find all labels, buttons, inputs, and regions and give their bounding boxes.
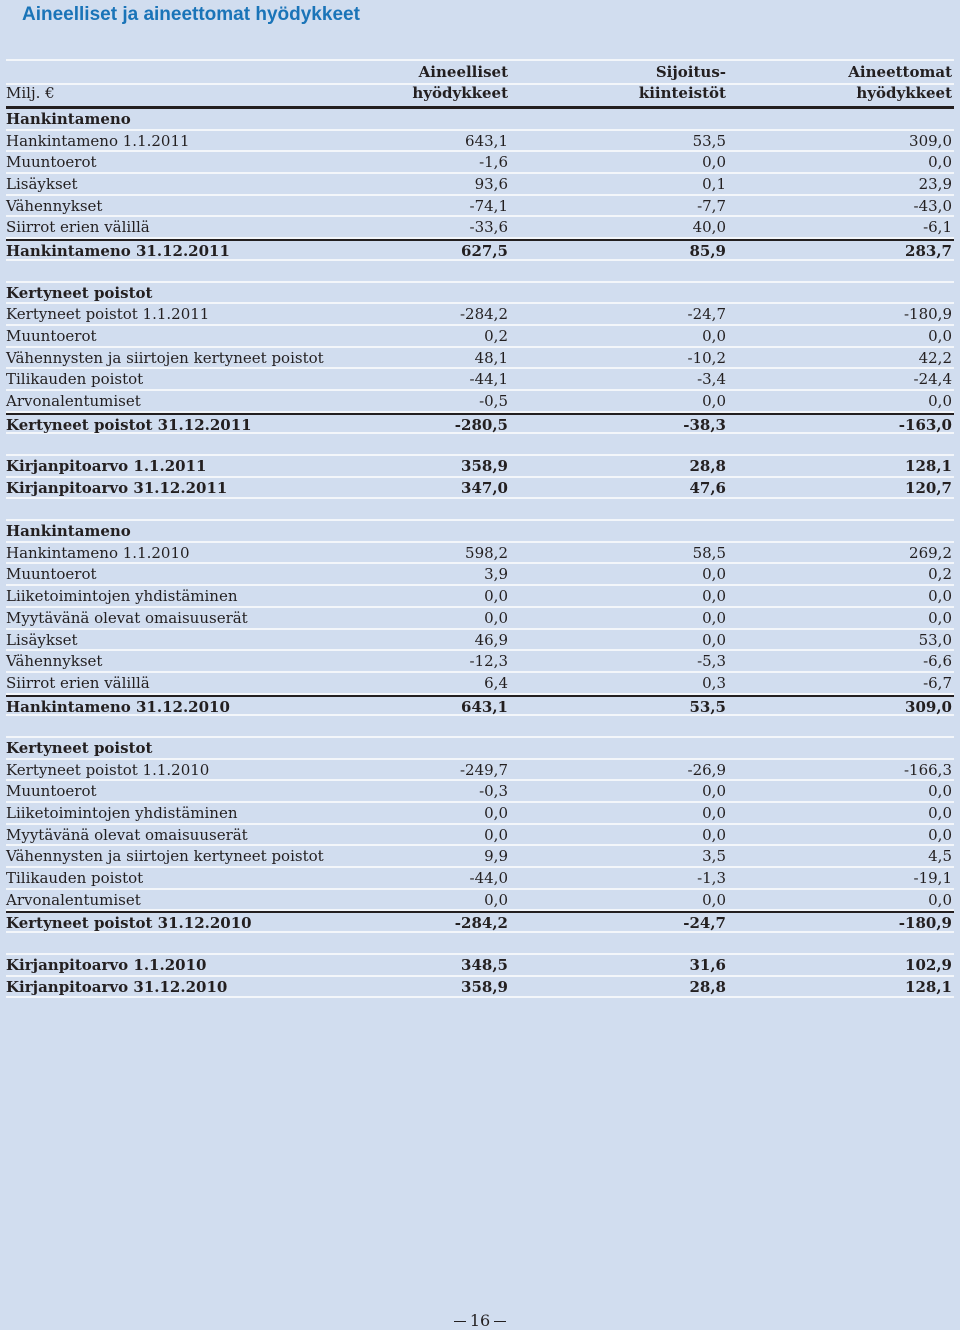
row-label: Siirrot erien välillä [6,673,150,692]
investment-property-value: -10,2 [687,348,726,367]
tangible-value: -249,7 [459,760,508,779]
table-row [6,868,954,890]
row-label: Vähennysten ja siirtojen kertyneet poistot [6,847,324,866]
investment-property-value: -26,9 [687,760,726,779]
row-label: Hankintameno 31.12.2010 [6,697,230,716]
intangible-value: 0,0 [928,608,952,627]
intangible-value: 128,1 [905,977,952,996]
table-row [6,760,954,782]
investment-property-value: 28,8 [689,457,726,475]
row-label: Lisäykset [6,175,78,194]
row-label: Liiketoimintojen yhdistäminen [6,587,238,606]
row-label: Hankintameno [6,522,131,541]
table-row [6,781,954,803]
tangible-value: 643,1 [461,697,508,716]
intangible-value: 0,0 [928,153,952,172]
table-row [6,348,954,370]
row-label: Hankintameno [6,110,131,128]
row-label: Kertyneet poistot 1.1.2011 [6,305,210,324]
spacer-row [6,434,954,456]
row-label: Muuntoerot [6,326,97,345]
intangible-value: 42,2 [918,348,952,367]
investment-property-value: 0,0 [702,825,726,844]
intangible-value: -163,0 [898,415,952,434]
row-label: Hankintameno 31.12.2011 [6,242,230,261]
table-row [6,369,954,391]
investment-property-value: 0,0 [702,608,726,627]
intangible-value: -180,9 [903,305,952,324]
intangible-value: 269,2 [909,543,952,562]
page-title: Aineelliset ja aineettomat hyödykkeet [22,4,360,25]
asset-table [6,59,954,998]
investment-property-value: -7,7 [697,196,726,215]
investment-property-value: 47,6 [689,478,726,497]
table-header [6,59,954,109]
intangible-value: 0,2 [928,565,952,584]
investment-property-value: 85,9 [689,242,726,261]
investment-property-value: -5,3 [697,652,726,671]
section-heading [6,521,954,543]
tangible-value: -284,2 [459,305,508,324]
row-label: Liiketoimintojen yhdistäminen [6,804,238,822]
row-label: Myytävänä olevat omaisuuserät [6,825,248,844]
intangible-value: 283,7 [905,242,952,261]
section-heading [6,738,954,760]
investment-property-value: 0,3 [702,673,726,692]
investment-property-value: -24,7 [683,914,726,933]
investment-property-value: -24,7 [687,305,726,324]
table-row [6,217,954,239]
intangible-value: 53,0 [918,630,952,649]
intangible-value: -6,6 [923,652,952,671]
intangible-value: 23,9 [918,175,952,194]
table-row [6,326,954,348]
investment-property-value: -38,3 [683,415,726,434]
intangible-value: 0,0 [928,782,952,801]
investment-property-value: -1,3 [697,869,726,888]
table-row [6,890,954,912]
tangible-value: 643,1 [465,131,508,150]
table-row [6,608,954,630]
row-label: Myytävänä olevat omaisuuserät [6,608,248,627]
intangible-value: -6,1 [923,218,952,237]
investment-property-value: 0,0 [702,630,726,649]
investment-property-value: 0,0 [702,153,726,172]
row-label: Kertyneet poistot 1.1.2010 [6,760,210,779]
intangible-value: 128,1 [905,457,952,475]
table-row [6,391,954,413]
investment-property-value: -3,4 [697,370,726,389]
row-label: Muuntoerot [6,782,97,801]
investment-property-value: 0,0 [702,565,726,584]
investment-property-value: 31,6 [689,955,726,974]
tangible-value: 358,9 [461,457,508,475]
intangible-value: -180,9 [898,914,952,933]
book-value-row [6,456,954,478]
col-header-investment-line2: kiinteistöt [638,84,726,102]
table-row [6,131,954,153]
tangible-value: 348,5 [461,955,508,974]
table-body [6,109,954,998]
table-row [6,564,954,586]
row-label: Lisäykset [6,630,78,649]
book-value-row [6,955,954,977]
page-number: 16 [469,1311,491,1330]
spacer-row [6,716,954,738]
intangible-value: -19,1 [913,869,952,888]
spacer-row [6,933,954,955]
tangible-value: 627,5 [461,242,508,261]
intangible-value: 0,0 [928,804,952,822]
spacer-row [6,261,954,283]
table-row [6,651,954,673]
row-label: Arvonalentumiset [6,391,141,410]
col-header-tangible-line1: Aineelliset [418,63,508,81]
intangible-value: 309,0 [909,131,952,150]
unit-label: Milj. € [6,84,55,102]
page-footer [0,1311,960,1330]
row-label: Muuntoerot [6,565,97,584]
intangible-value: 102,9 [905,955,952,974]
book-value-row [6,478,954,500]
investment-property-value: 0,0 [702,782,726,801]
section-heading [6,109,954,131]
total-row [6,413,954,435]
row-label: Kirjanpitoarvo 31.12.2011 [6,478,228,497]
row-label: Siirrot erien välillä [6,218,150,237]
tangible-value: 0,2 [484,326,508,345]
intangible-value: 0,0 [928,890,952,909]
total-row [6,695,954,717]
tangible-value: -12,3 [469,652,508,671]
investment-property-value: 0,0 [702,326,726,345]
tangible-value: 93,6 [474,175,508,194]
row-label: Muuntoerot [6,153,97,172]
investment-property-value: 28,8 [689,977,726,996]
table-row [6,673,954,695]
row-label: Vähennykset [6,196,103,215]
tangible-value: 0,0 [484,587,508,606]
investment-property-value: 0,0 [702,804,726,822]
row-label: Hankintameno 1.1.2010 [6,543,190,562]
table-row [6,196,954,218]
tangible-value: -44,0 [469,869,508,888]
tangible-value: -0,3 [479,782,508,801]
table-row [6,543,954,565]
intangible-value: 0,0 [928,326,952,345]
col-header-intangible-line1: Aineettomat [848,63,952,81]
table-row [6,846,954,868]
table-row [6,803,954,825]
tangible-value: -280,5 [454,415,508,434]
tangible-value: -74,1 [469,196,508,215]
row-label: Tilikauden poistot [6,370,144,389]
row-label: Hankintameno 1.1.2011 [6,131,190,150]
tangible-value: 48,1 [474,348,508,367]
tangible-value: 6,4 [484,673,508,692]
table-row [6,630,954,652]
row-label: Kertyneet poistot 31.12.2010 [6,914,252,933]
table-row [6,825,954,847]
tangible-value: 3,9 [484,565,508,584]
tangible-value: 347,0 [461,478,508,497]
table-row [6,586,954,608]
investment-property-value: 0,0 [702,587,726,606]
total-row [6,239,954,261]
row-label: Arvonalentumiset [6,890,141,909]
table-row [6,304,954,326]
investment-property-value: 0,0 [702,890,726,909]
section-heading [6,283,954,305]
row-label: Kertyneet poistot [6,738,153,757]
tangible-value: 0,0 [484,608,508,627]
row-label: Vähennysten ja siirtojen kertyneet poistot [6,348,324,367]
intangible-value: -6,7 [923,673,952,692]
intangible-value: 0,0 [928,587,952,606]
col-header-intangible-line2: hyödykkeet [856,84,952,102]
intangible-value: 0,0 [928,825,952,844]
investment-property-value: 58,5 [692,543,726,562]
row-label: Tilikauden poistot [6,869,144,888]
investment-property-value: 53,5 [692,131,726,150]
investment-property-value: 0,1 [702,175,726,194]
tangible-value: -44,1 [469,370,508,389]
tangible-value: 0,0 [484,890,508,909]
table-row [6,174,954,196]
investment-property-value: 40,0 [692,218,726,237]
intangible-value: 4,5 [928,847,952,866]
table-row [6,152,954,174]
intangible-value: -43,0 [913,196,952,215]
intangible-value: 0,0 [928,391,952,410]
investment-property-value: 0,0 [702,391,726,410]
intangible-value: 309,0 [905,697,952,716]
investment-property-value: 53,5 [689,697,726,716]
tangible-value: -0,5 [479,391,508,410]
tangible-value: 598,2 [465,543,508,562]
row-label: Kirjanpitoarvo 1.1.2010 [6,955,207,974]
row-label: Kirjanpitoarvo 1.1.2011 [6,457,207,475]
tangible-value: 0,0 [484,804,508,822]
tangible-value: -284,2 [454,914,508,933]
row-label: Kertyneet poistot [6,283,153,302]
tangible-value: 358,9 [461,977,508,996]
tangible-value: 0,0 [484,825,508,844]
tangible-value: -33,6 [469,218,508,237]
spacer-row [6,499,954,521]
book-value-row [6,977,954,999]
tangible-value: -1,6 [479,153,508,172]
col-header-investment-line1: Sijoitus- [655,63,726,81]
total-row [6,911,954,933]
tangible-value: 46,9 [474,630,508,649]
intangible-value: -166,3 [903,760,952,779]
intangible-value: -24,4 [913,370,952,389]
col-header-tangible-line2: hyödykkeet [412,84,508,102]
row-label: Kertyneet poistot 31.12.2011 [6,415,252,434]
row-label: Vähennykset [6,652,103,671]
intangible-value: 120,7 [905,478,952,497]
investment-property-value: 3,5 [702,847,726,866]
row-label: Kirjanpitoarvo 31.12.2010 [6,977,228,996]
tangible-value: 9,9 [484,847,508,866]
